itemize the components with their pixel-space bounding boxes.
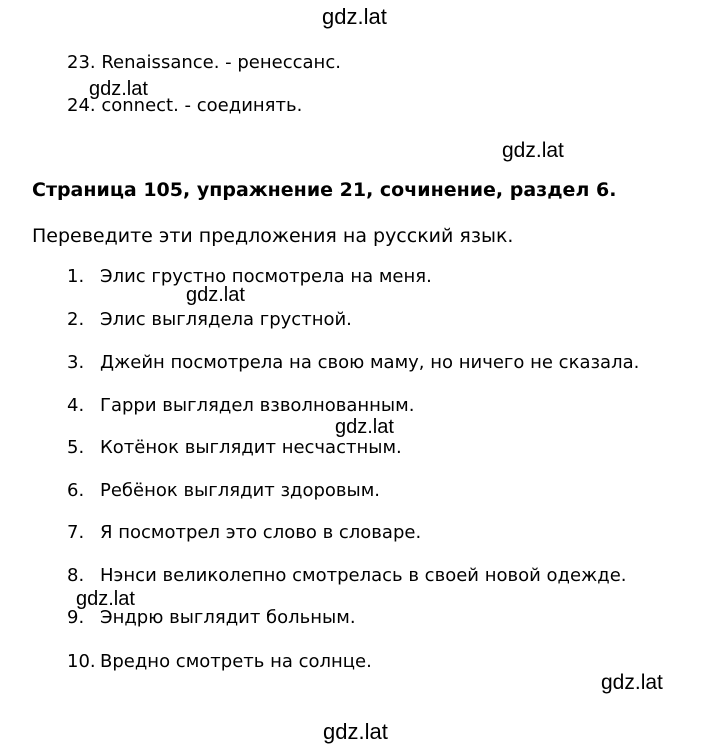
- item-text: Элис выглядела грустной.: [100, 309, 352, 330]
- item-number: 1.: [67, 266, 85, 287]
- instruction-text: Переведите эти предложения на русский язык.: [32, 225, 514, 247]
- item-text: Котёнок выглядит несчастным.: [100, 437, 402, 458]
- watermark: gdz.lat: [186, 284, 245, 306]
- item-text: Вредно смотреть на солнце.: [100, 651, 372, 672]
- previous-item-24: 24. connect. - соединять.: [67, 95, 303, 116]
- watermark: gdz.lat: [601, 671, 663, 694]
- item-text: Я посмотрел это слово в словаре.: [100, 522, 422, 543]
- item-text: Гарри выглядел взволнованным.: [100, 395, 415, 416]
- item-number: 2.: [67, 309, 85, 330]
- item-number: 6.: [67, 480, 85, 501]
- item-text: Ребёнок выглядит здоровым.: [100, 480, 381, 501]
- watermark: gdz.lat: [323, 719, 388, 744]
- previous-item-23: 23. Renaissance. - ренессанс.: [67, 52, 341, 73]
- watermark: gdz.lat: [89, 78, 148, 100]
- item-number: 9.: [67, 607, 85, 628]
- item-number: 8.: [67, 565, 85, 586]
- watermark: gdz.lat: [76, 588, 135, 610]
- item-text: Элис грустно посмотрела на меня.: [100, 266, 432, 287]
- item-text: Джейн посмотрела на свою маму, но ничего не сказала.: [100, 352, 640, 373]
- item-number: 5.: [67, 437, 85, 458]
- item-text: Эндрю выглядит больным.: [100, 607, 356, 628]
- item-number: 3.: [67, 352, 85, 373]
- watermark: gdz.lat: [335, 416, 394, 438]
- item-number: 7.: [67, 522, 85, 543]
- watermark: gdz.lat: [502, 139, 564, 162]
- item-text: Нэнси великолепно смотрелась в своей новой одежде.: [100, 565, 627, 586]
- item-number: 4.: [67, 395, 85, 416]
- watermark: gdz.lat: [322, 4, 387, 29]
- item-number: 10.: [67, 651, 96, 672]
- section-heading: Страница 105, упражнение 21, сочинение, раздел 6.: [32, 179, 617, 201]
